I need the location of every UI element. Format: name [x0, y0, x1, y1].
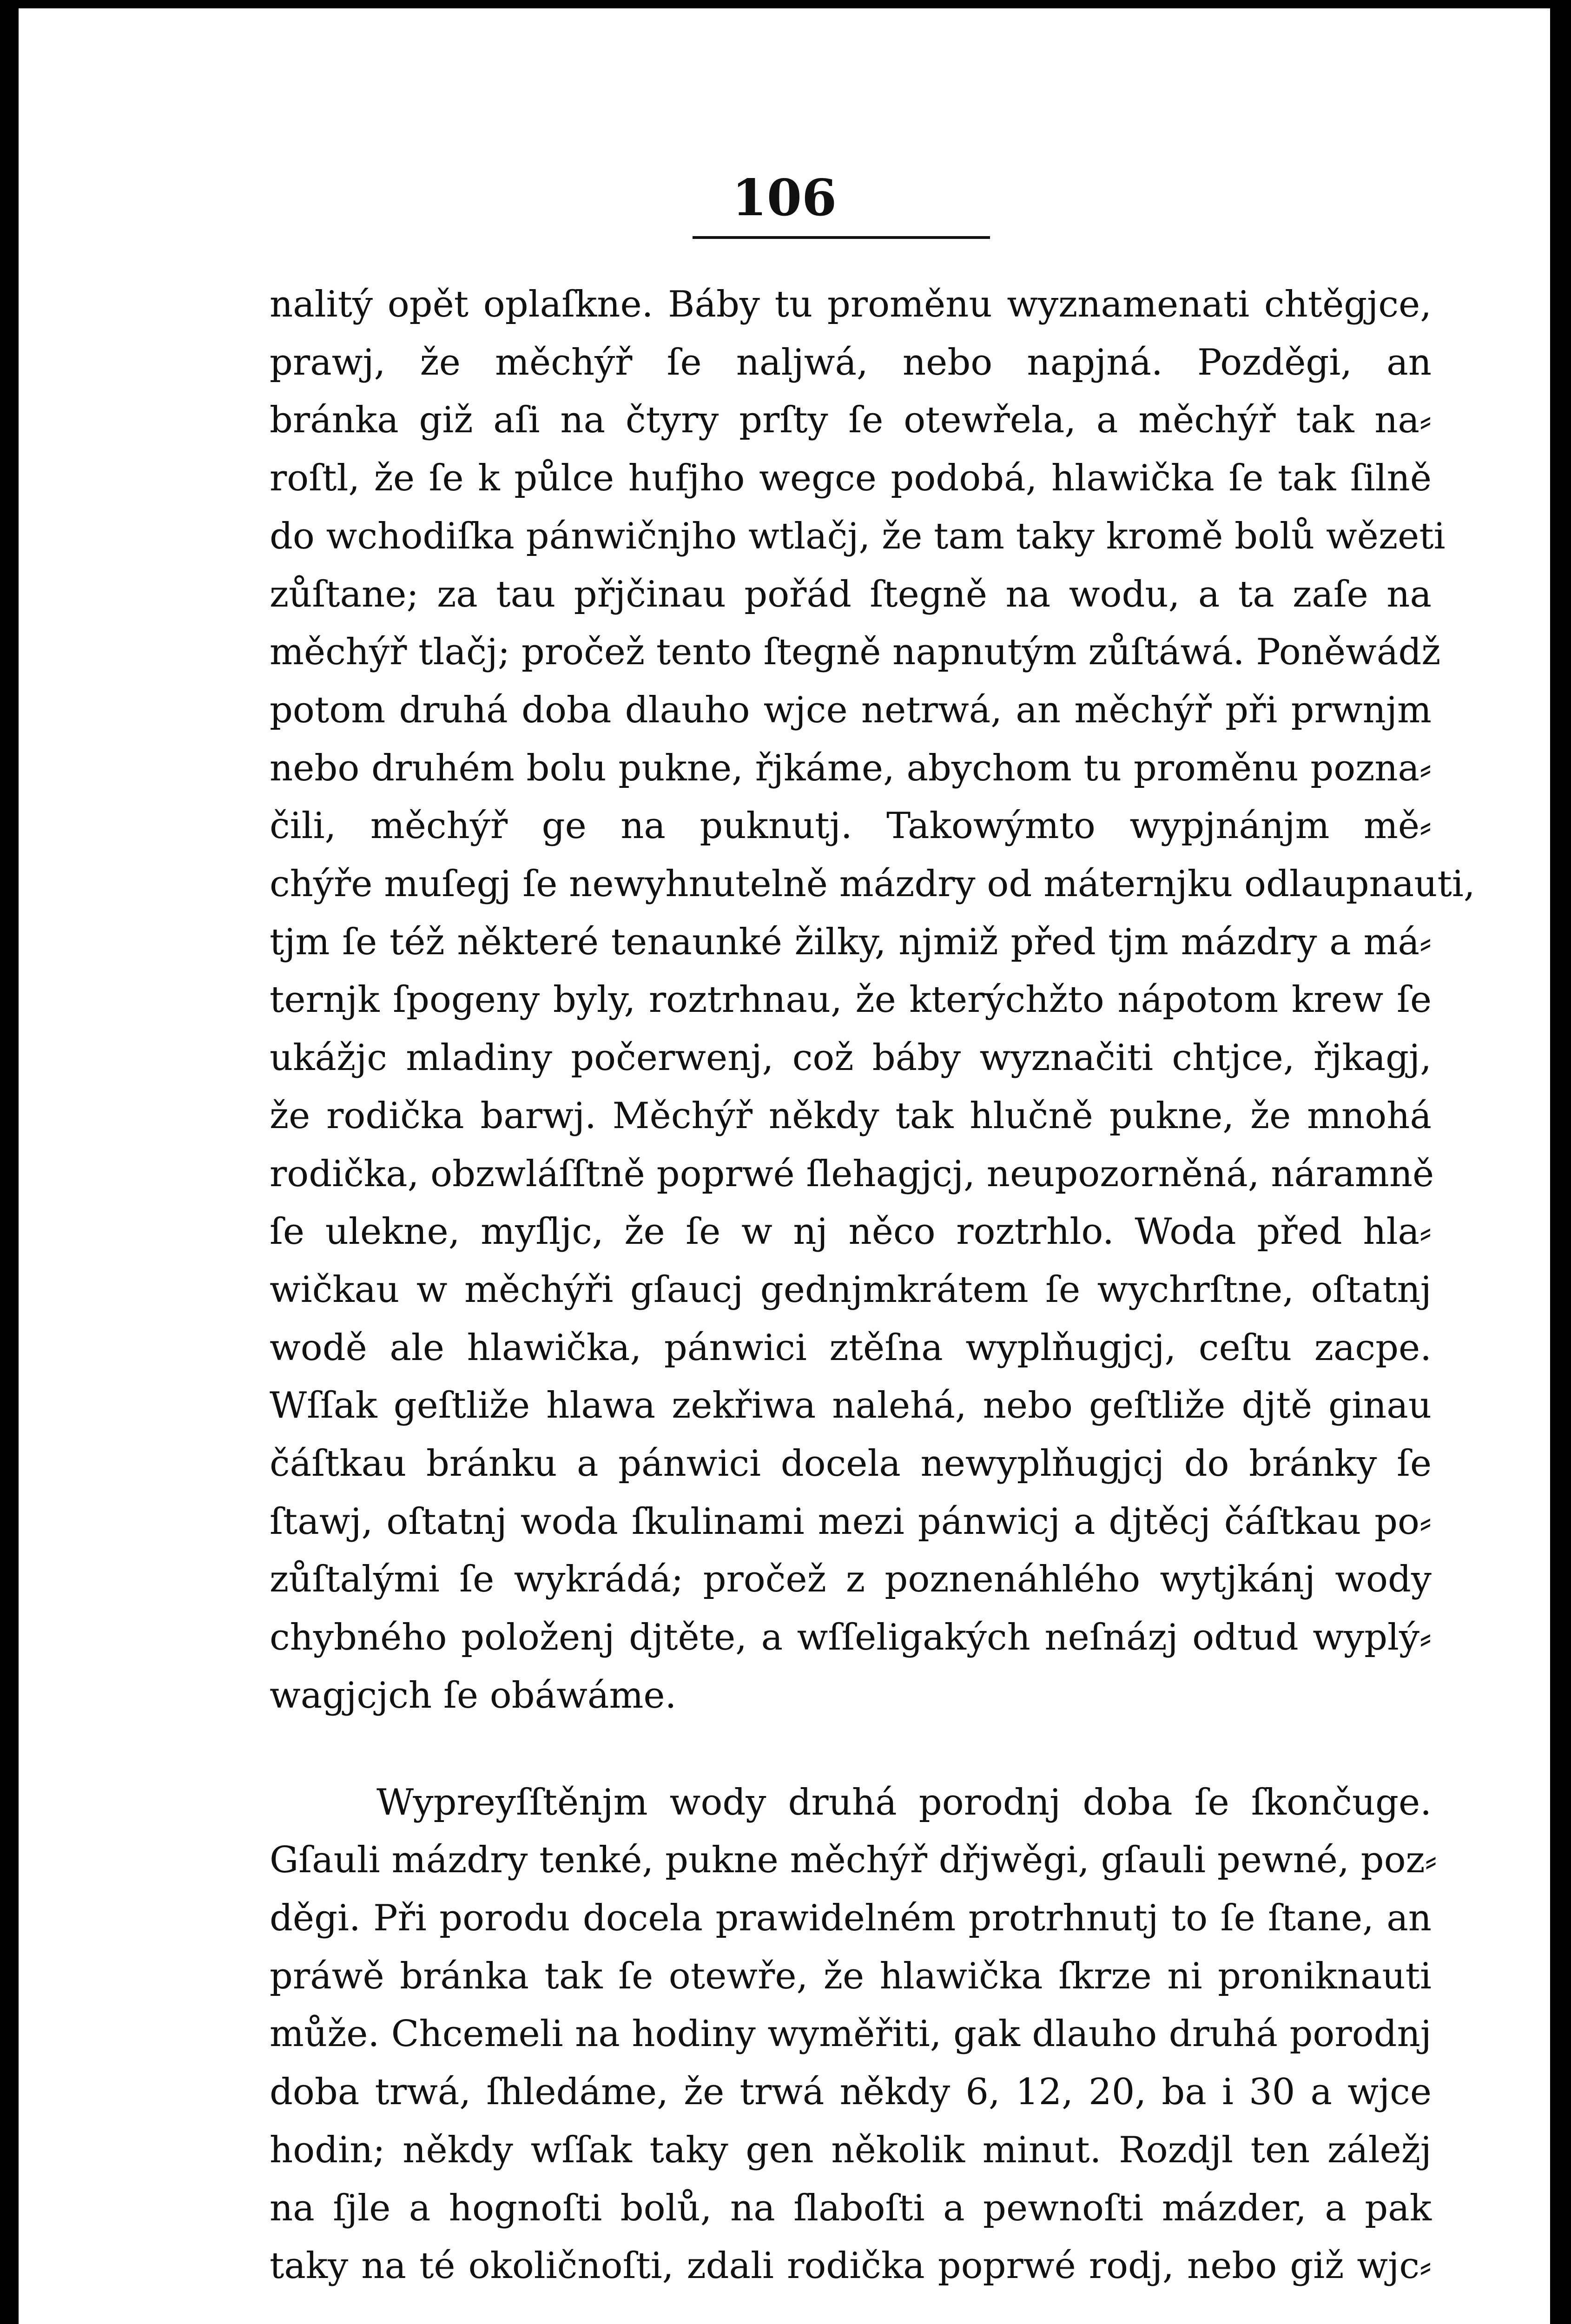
text-line: může. Chcemeli na hodiny wyměřiti, gak dlauho druhá porodnj — [270, 2013, 1432, 2055]
text-line: doba trwá, ſhledáme, že trwá někdy 6, 12, 20, ba i 30 a wjce — [270, 2071, 1432, 2113]
header-rule — [693, 236, 990, 239]
text-line: chýře muſegj ſe newyhnutelně mázdry od máternjku odlaupnauti, — [270, 863, 1475, 905]
text-line: čili, měchýř ge na puknutj. Takowýmto wypjnánjm mě⸗ — [270, 805, 1432, 847]
body-text — [270, 276, 1475, 2295]
text-line: hodin; někdy wſſak taky gen několik minut. Rozdjl ten záležj — [270, 2129, 1432, 2171]
paragraph — [270, 276, 1475, 1725]
text-line: že rodička barwj. Měchýř někdy tak hlučně pukne, že mnohá — [270, 1095, 1432, 1137]
text-line: do wchodiſka pánwičnjho wtlačj, že tam taky kromě bolů wězeti — [270, 515, 1446, 557]
page-number: 106 — [732, 169, 837, 227]
text-line: taky na té okoličnoſti, zdali rodička poprwé rodj, nebo giž wjc⸗ — [270, 2245, 1432, 2287]
text-line: ſe ulekne, myſljc, že ſe w nj něco roztrhlo. Woda před hla⸗ — [270, 1211, 1432, 1253]
text-line: rodička, obzwláſſtně poprwé ſlehagjcj, neupozorněná, náramně — [270, 1153, 1434, 1195]
text-line: ukážjc mladiny počerwenj, což báby wyznačiti chtjce, řjkagj, — [270, 1037, 1432, 1079]
text-line: zůſtalými ſe wykrádá; pročež z poznenáhlého wytjkánj wody — [270, 1558, 1432, 1601]
text-line: zůſtane; za tau přjčinau pořád ſtegně na wodu, a ta zaſe na — [270, 573, 1432, 615]
text-line: tjm ſe též některé tenaunké žilky, njmiž před tjm mázdry a má⸗ — [270, 921, 1432, 963]
text-line: na ſjle a hognoſti bolů, na ſlaboſti a pewnoſti mázder, a pak — [270, 2187, 1432, 2229]
text-line: čáſtkau bránku a pánwici docela newyplňugjcj do bránky ſe — [270, 1443, 1432, 1485]
book-page — [19, 8, 1550, 2324]
text-line: ternjk ſpogeny byly, roztrhnau, že kterýchžto nápotom krew ſe — [270, 979, 1432, 1021]
text-line: bránka giž aſi na čtyry prſty ſe otewřela, a měchýř tak na⸗ — [270, 399, 1432, 442]
text-line: děgi. Při porodu docela prawidelném protrhnutj to ſe ſtane, an — [270, 1897, 1432, 1939]
text-line: měchýř tlačj; pročež tento ſtegně napnutým zůſtáwá. Poněwádž — [270, 631, 1441, 673]
text-line: ſtawj, oſtatnj woda ſkulinami mezi pánwicj a djtěcj čáſtkau po⸗ — [270, 1500, 1432, 1543]
text-line: roſtl, že ſe k půlce hufjho wegce podobá, hlawička ſe tak ſilně — [270, 457, 1432, 500]
paragraph — [270, 1774, 1437, 2295]
text-line: Gſauli mázdry tenké, pukne měchýř dřjwěgi, gſauli pewné, poz⸗ — [270, 1839, 1437, 1882]
text-line: chybného položenj djtěte, a wſſeligakých neſnázj odtud wyplý⸗ — [270, 1617, 1432, 1659]
text-line: práwě bránka tak ſe otewře, že hlawička ſkrze ni proniknauti — [270, 1955, 1432, 1997]
text-line: potom druhá doba dlauho wjce netrwá, an měchýř při prwnjm — [270, 689, 1432, 731]
text-line: wičkau w měchýři gſaucj gednjmkrátem ſe wychrſtne, oſtatnj — [270, 1268, 1432, 1311]
text-line: nalitý opět oplaſkne. Báby tu proměnu wyznamenati chtěgjce, — [270, 284, 1432, 325]
text-line: Wſſak geſtliže hlawa zekřiwa nalehá, nebo geſtliže djtě ginau — [270, 1385, 1432, 1427]
text-line: wagjcjch ſe obáwáme. — [270, 1674, 677, 1717]
text-line: nebo druhém bolu pukne, řjkáme, abychom tu proměnu pozna⸗ — [270, 747, 1432, 789]
text-line: prawj, že měchýř ſe naljwá, nebo napjná. Pozděgi, an — [270, 341, 1432, 383]
text-line: wodě ale hlawička, pánwici ztěſna wyplňugjcj, ceſtu zacpe. — [270, 1327, 1432, 1369]
text-line: Wypreyſſtěnjm wody druhá porodnj doba ſe ſkončuge. — [376, 1781, 1432, 1823]
